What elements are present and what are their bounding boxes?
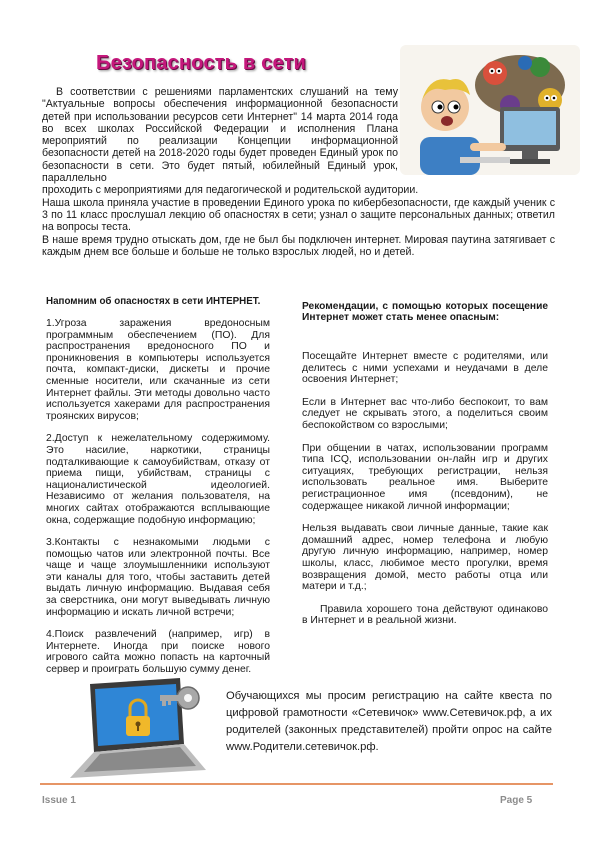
intro-paragraph-3: В наше время трудно отыскать дом, где не был бы подключен интернет. Мировая паутина затягивает с каждым днем все больше и больше не только взрослых людей, но и детей. bbox=[42, 233, 555, 258]
intro-paragraph-1-continuation: проходить с мероприятиями для педагогической и родительской аудитории. bbox=[42, 184, 419, 197]
danger-item: 2.Доступ к нежелательному содержимому. Это насилие, наркотики, страницы подталкивающие к самоубийствам, отказу от приема пищи, убийствам, страницы с националистической идеологией. Независимо от желания пользователя, на многих сайтах отображаются всплывающие окна, содержащие подобную информацию; bbox=[46, 433, 270, 526]
recommendation-item: При общении в чатах, использовании программ типа ICQ, использовании он-лайн игр и других ситуациях, требующих регистрации, нельзя использовать реальное имя. Выберите регистрационное имя (псевдоним), не содержащее никакой личной информации; bbox=[302, 442, 548, 512]
registration-note: Обучающихся мы просим регистрацию на сайте квеста по цифровой грамотности «Сетевичок» www.Сетевичок.рф, а их родителей (законных представителей) пройти опрос на сайте www.Родители.сетевичок.рф. bbox=[226, 690, 552, 753]
footer-divider bbox=[40, 783, 553, 785]
recommendation-item: Правила хорошего тона действуют одинаково в Интернет и в реальной жизни. bbox=[302, 603, 548, 627]
intro-text bbox=[42, 86, 555, 258]
page-title: Безопасность в сети bbox=[96, 52, 307, 74]
intro-paragraph-1: В соответствии с решениями парламентских слушаний на тему "Актуальные вопросы обеспечения информационной безопасности детей при использовании ресурсов сети Интернет" 14 марта 2014 года во всех школах Российской Федерации и исполнения Плана мероприятий по реализации Концепции информационной безопасности детей на 2018-2020 годы будет проведен Единый урок по безопасности в сети. Это будет пятый, юбилейный Единый урок, параллельно bbox=[42, 86, 398, 185]
intro-paragraph-2: Наша школа приняла участие в проведении Единого урока по кибербезопасности, где каждый ученик с 3 по 11 класс прослушал лекцию об опасностях в сети; узнал о защите персональных данных; ответил на вопросы теста. bbox=[42, 196, 555, 234]
recommendations-heading: Рекомендации, с помощью которых посещение Интернет может стать менее опасным: bbox=[302, 301, 548, 323]
danger-item: 4.Поиск развлечений (например, игр) в Интернете. Иногда при поиске нового игрового сайта можно попасть на карточный сервер и проиграть большую сумму денег. bbox=[46, 629, 270, 676]
footer-issue: Issue 1 bbox=[42, 795, 76, 806]
dangers-column bbox=[46, 296, 270, 687]
danger-item: 3.Контакты с незнакомыми людьми с помощью чатов или электронной почты. Все чаще и чаще злоумышленники используют эти каналы для того, чтобы заставить детей выдать личную информацию. Выдавая себя за сверстника, они могут выведывать личную информацию и искать личной встречи; bbox=[46, 537, 270, 618]
recommendations-column bbox=[302, 301, 548, 638]
danger-item: 1.Угроза заражения вредоносным программным обеспечением (ПО). Для распространения вредоносного ПО и проникновения в компьютеры используется почта, компакт-диски, дискеты и прочие сменные носители, или скачанные из сети Интернет файлы. Эти методы довольно часто используется хакерами для распространения троянских вирусов; bbox=[46, 318, 270, 422]
recommendation-item: Если в Интернет вас что-либо беспокоит, то вам следует не скрывать этого, а поделиться своим беспокойством со взрослыми; bbox=[302, 396, 548, 431]
dangers-heading: Напомним об опасностях в сети ИНТЕРНЕТ. bbox=[46, 296, 261, 307]
recommendation-item: Нельзя выдавать свои личные данные, такие как домашний адрес, номер телефона и любую другую личную информацию, например, номер школы, класс, любимое место прогулки, время возвращения домой, место работы отца или матери и т.д.; bbox=[302, 523, 548, 593]
footer-page-number: Page 5 bbox=[500, 795, 533, 806]
laptop-key-lock-illustration bbox=[60, 674, 210, 786]
recommendation-item: Посещайте Интернет вместе с родителями, или делитесь с ними успехами и неудачами в деле освоения Интернет; bbox=[302, 351, 548, 386]
